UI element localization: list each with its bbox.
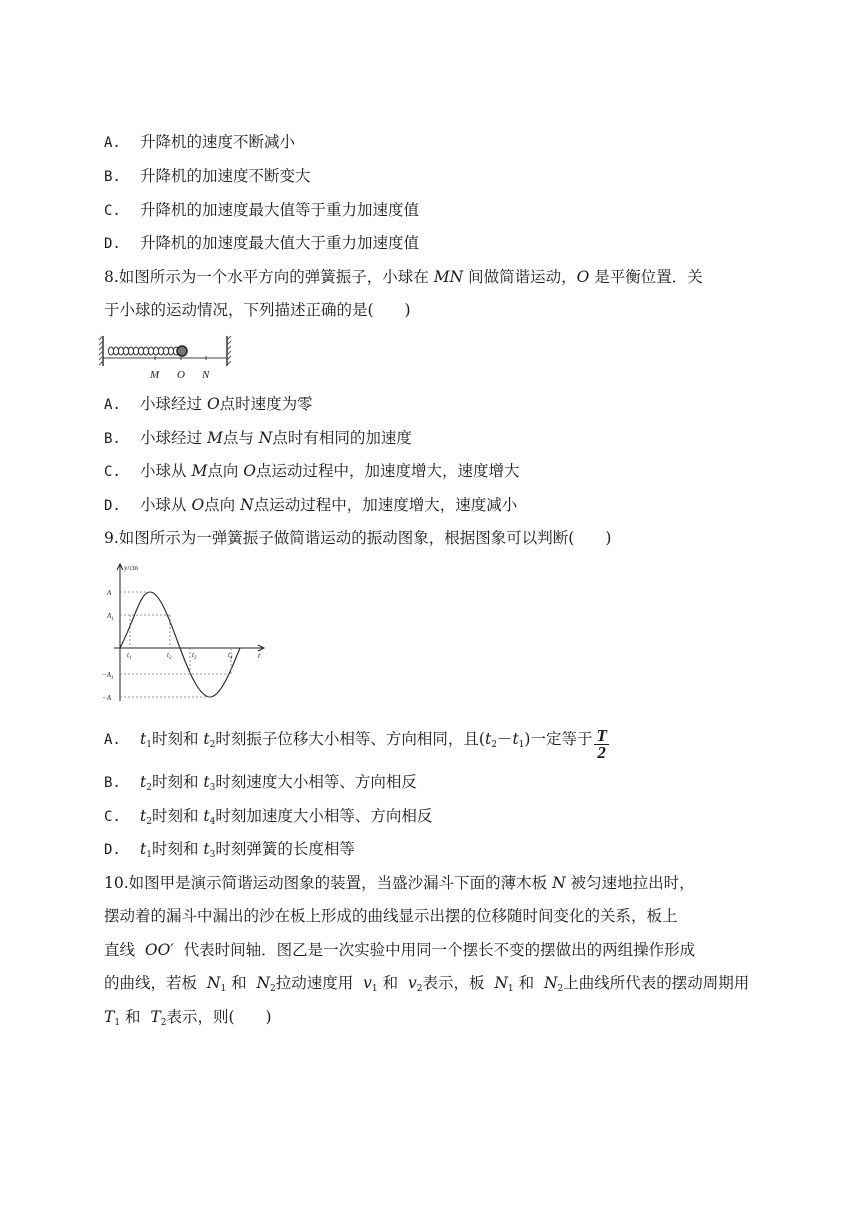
label-n: N: [202, 369, 210, 381]
label-t3: $t_3$: [192, 651, 197, 661]
q7-option-b: B. 升降机的加速度不断变大: [104, 167, 311, 185]
q8-option-d: D. 小球从 O点向 N点运动过程中，加速度增大，速度减小: [104, 496, 518, 514]
q10-line4: 的曲线，若板 $N_1$ 和 $N_2$拉动速度用 $v_1$ 和 $v_2$表示，板 $N_1$ 和 $N_2$上曲线所代表的摆动周期用: [104, 974, 750, 994]
left-wall: [99, 336, 103, 366]
y-axis-label: y/cm: [124, 564, 138, 572]
q8-stem-line1: 8.如图所示为一个水平方向的弹簧振子，小球在 MN 间做简谐运动，O 是平衡位置．关: [104, 268, 703, 286]
q9-option-c: C. $t_2$时刻和 $t_4$时刻加速度大小相等、方向相反: [104, 807, 433, 827]
label-t1: $t_1$: [127, 651, 132, 661]
q9-stem: 9.如图所示为一弹簧振子做简谐运动的振动图象，根据图象可以判断( ): [104, 529, 612, 547]
label-neg-A1: $-A_1$: [102, 671, 114, 681]
q9-option-d: D. $t_1$时刻和 $t_3$时刻弹簧的长度相等: [104, 840, 355, 860]
right-wall: [227, 336, 231, 366]
q9-option-a: A. $t_1$时刻和 $t_2$时刻振子位移大小相等、方向相同，且$(t_2-t_1)$一定等于 $\frac{T}{2}$: [104, 726, 607, 762]
q10-line5: $T_1$ 和 $T_2$表示，则( ): [104, 1008, 272, 1028]
q10-line2: 摆动着的漏斗中漏出的沙在板上形成的曲线显示出摆的位移随时间变化的关系，板上: [104, 907, 678, 925]
q9-option-b: B. $t_2$时刻和 $t_3$时刻速度大小相等、方向相反: [104, 773, 417, 793]
q8-option-b: B. 小球经过 M点与 N点时有相同的加速度: [104, 429, 412, 447]
sine-curve: [120, 592, 240, 697]
label-m: M: [150, 369, 160, 381]
fraction-t-over-2: $\frac{T}{2}$: [596, 726, 607, 762]
q8-stem-line2: 于小球的运动情况，下列描述正确的是( ): [104, 301, 411, 319]
spring: [108, 347, 178, 355]
guide-lines: [120, 592, 231, 697]
vibration-graph: [100, 561, 268, 707]
q7-option-d: D. 升降机的加速度最大值大于重力加速度值: [104, 234, 420, 252]
q7-option-a: A. 升降机的速度不断减小: [104, 133, 296, 151]
q8-option-a: A. 小球经过 O点时速度为零: [104, 395, 313, 413]
q7-option-c: C. 升降机的加速度最大值等于重力加速度值: [104, 201, 420, 219]
label-A1: $A_1$: [107, 612, 114, 622]
ball: [177, 346, 187, 356]
x-axis-label: t: [258, 651, 261, 660]
label-o: O: [177, 369, 185, 381]
q8-option-c: C. 小球从 M点向 O点运动过程中，加速度增大，速度增大: [104, 462, 520, 480]
label-t4: $t_4$: [228, 651, 233, 661]
label-A: A: [107, 589, 112, 597]
label-t2: $t_2$: [167, 651, 172, 661]
q10-line3: 直线 OO′ 代表时间轴．图乙是一次实验中用同一个摆长不变的摆做出的两组操作形成: [104, 941, 696, 959]
spring-oscillator-figure: [98, 332, 232, 382]
q10-line1: 10.如图甲是演示简谐运动图象的装置，当盛沙漏斗下面的薄木板 N 被匀速地拉出时，: [104, 874, 695, 892]
label-neg-A: −A: [102, 694, 111, 702]
